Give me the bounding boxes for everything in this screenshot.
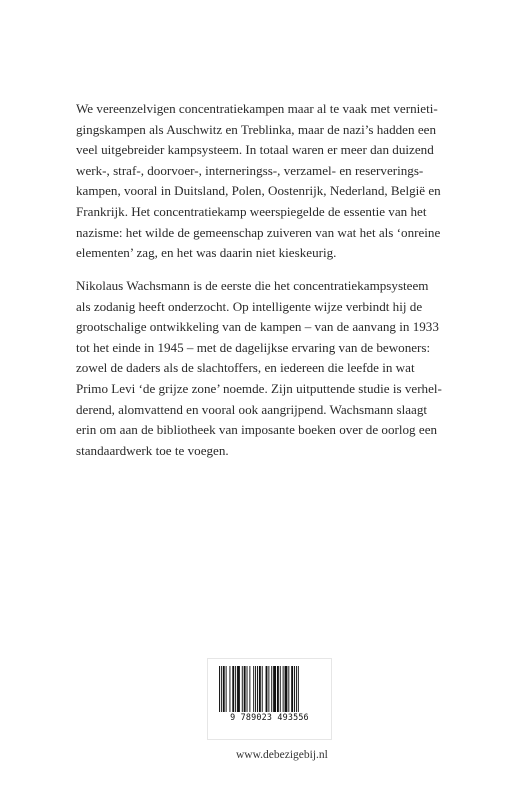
barcode-bar bbox=[298, 666, 299, 712]
text-line: Frankrijk. Het concentratiekamp weerspiegelde de essentie van het bbox=[76, 203, 427, 219]
barcode-bar bbox=[235, 666, 236, 712]
barcode-bar bbox=[253, 666, 254, 712]
barcode-bar bbox=[257, 666, 258, 712]
barcode-bar bbox=[232, 666, 234, 712]
barcode-bar bbox=[280, 666, 281, 712]
barcode-bar bbox=[291, 666, 293, 712]
text-line: standaardwerk toe te voegen. bbox=[76, 442, 229, 458]
barcode-bar bbox=[294, 666, 295, 712]
barcode-bar bbox=[237, 666, 240, 712]
text-line: kampen, vooral in Duitsland, Polen, Oostenrijk, Nederland, België en bbox=[76, 183, 441, 199]
text-line: grootschalige ontwikkeling van de kampen – van de aanvang in 1933 bbox=[76, 319, 439, 335]
text-line: We vereenzelvigen concentratiekampen maar al te vaak met vernieti- bbox=[76, 101, 438, 116]
text-line: als zodanig heeft onderzocht. Op intelligente wijze verbindt hij de bbox=[76, 298, 423, 314]
text-line: nazisme: het wilde de gemeenschap zuiveren van wat het als ‘onreine bbox=[76, 224, 441, 240]
text-line: derend, alomvattend en vooral ook aangrijpend. Wachsmann slaagt bbox=[76, 401, 428, 417]
isbn-barcode bbox=[207, 658, 332, 740]
barcode-bar bbox=[244, 666, 246, 712]
barcode-bar bbox=[221, 666, 222, 712]
barcode-bar bbox=[247, 666, 248, 712]
barcode-bar bbox=[242, 666, 243, 712]
text-line: gingskampen als Auschwitz en Treblinka, maar de nazi’s hadden een bbox=[76, 121, 436, 137]
text-line: elementen’ zag, en het was daarin niet kieskeurig. bbox=[76, 245, 337, 261]
text-line: werk-, straf-, doorvoer-, interneringss-, verzamel- en reserverings- bbox=[76, 162, 424, 178]
barcode-bar bbox=[259, 666, 261, 712]
barcode-bar bbox=[283, 666, 284, 712]
barcode-bar bbox=[229, 666, 230, 712]
blurb-paragraph-1 bbox=[76, 99, 468, 264]
text-line: Primo Levi ‘de grijze zone’ noemde. Zijn uitputtende studie is verhel- bbox=[76, 380, 442, 396]
barcode-bar bbox=[266, 666, 268, 712]
text-line: zowel de daders als de slachtoffers, en iedereen die leefde in wat bbox=[76, 360, 415, 376]
barcode-bar bbox=[226, 666, 227, 712]
barcode-bar bbox=[271, 666, 272, 712]
isbn-digits: 9 789023 493556 bbox=[230, 712, 309, 722]
publisher-website: www.debezigebij.nl bbox=[236, 749, 328, 761]
blurb-paragraph-2 bbox=[76, 276, 468, 461]
text-line: Nikolaus Wachsmann is de eerste die het concentratiekampsysteem bbox=[76, 278, 429, 293]
text-line: tot het einde in 1945 – met de dagelijkse ervaring van de bewoners: bbox=[76, 339, 431, 355]
barcode-bar bbox=[249, 666, 250, 712]
barcode-bar bbox=[219, 666, 220, 712]
barcode-bar bbox=[223, 666, 225, 712]
barcode-bar bbox=[268, 666, 269, 712]
barcode-bars bbox=[219, 666, 320, 712]
barcode-bar bbox=[262, 666, 263, 712]
barcode-bar bbox=[255, 666, 256, 712]
barcode-bar bbox=[273, 666, 276, 712]
barcode-bar bbox=[285, 666, 288, 712]
barcode-bar bbox=[277, 666, 279, 712]
text-line: erin om aan de bibliotheek van imposante boeken over de oorlog een bbox=[76, 422, 438, 438]
barcode-bar bbox=[288, 666, 289, 712]
barcode-bar bbox=[296, 666, 297, 712]
text-line: veel uitgebreider kampsysteem. In totaal waren er meer dan duizend bbox=[76, 142, 434, 158]
